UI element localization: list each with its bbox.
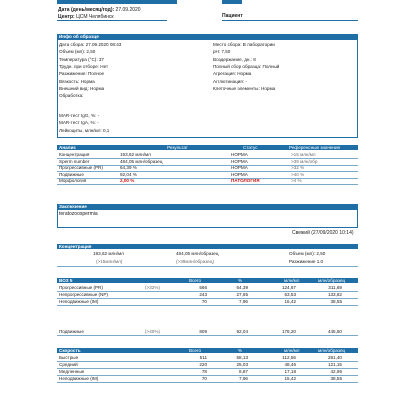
concentration-ref-2: (>39млн/образец) bbox=[176, 259, 214, 264]
speed-row-total: 220 bbox=[199, 362, 207, 367]
concentration-dilution: Разжижение 1.0 bbox=[289, 259, 324, 264]
header-date-value: 27.09.2020 bbox=[115, 7, 141, 13]
who-row-total: 70 bbox=[201, 298, 207, 304]
analysis-row-result: 2,00 % bbox=[120, 178, 135, 184]
conclusion-title: Заключение bbox=[59, 204, 87, 209]
sample-left-item: Внешний вид: Норма bbox=[59, 85, 105, 91]
header-patient-label: Пациент bbox=[222, 13, 243, 19]
analysis-row-name: Концентрация bbox=[59, 152, 90, 157]
who-motile-mlnobr: 445,50 bbox=[327, 329, 342, 334]
who-header-mlnml: млн/мл bbox=[284, 278, 300, 283]
sample-extra-item: MAR-тест IgG, %: - bbox=[59, 113, 100, 118]
who-header-mlnobr: млн/образец bbox=[318, 278, 346, 283]
header-top-bar bbox=[57, 0, 177, 4]
analysis-row-name: Sperm number bbox=[59, 158, 90, 164]
analysis-row-ref: >32 % bbox=[291, 165, 305, 171]
analysis-row-ref: >40 % bbox=[291, 171, 305, 177]
speed-row-divider bbox=[57, 361, 358, 362]
analysis-row-divider bbox=[57, 178, 358, 179]
who-row-name: Непрогрессивные (NP) bbox=[59, 291, 108, 297]
header-top-bar-right bbox=[222, 0, 242, 4]
sample-info-title: Инфо об образце bbox=[59, 34, 99, 39]
who-row-pct: 27,65 bbox=[236, 291, 248, 297]
speed-row-total: 70 bbox=[201, 376, 207, 381]
speed-row-divider bbox=[57, 382, 358, 383]
analysis-row-status: НОРМА bbox=[231, 165, 248, 171]
who-row-divider bbox=[57, 305, 358, 306]
speed-row-mlnobr: 38,55 bbox=[330, 376, 342, 381]
who-motile-total: 809 bbox=[199, 329, 207, 334]
speed-row-mlnobr: 121,15 bbox=[327, 362, 342, 367]
who-motile-divider bbox=[57, 335, 358, 336]
sample-left-item: Обработка: bbox=[59, 93, 84, 99]
speed-row-total: 511 bbox=[199, 355, 207, 360]
analysis-row-status: НОРМА bbox=[231, 171, 248, 177]
speed-row-pct: 8,87 bbox=[239, 369, 248, 374]
signature-text: Свежий (27/09/2020 10:14) bbox=[292, 230, 354, 236]
sample-left-item: Трудн. при отборе: Нет bbox=[59, 63, 109, 69]
speed-row-name: Средний bbox=[59, 362, 78, 367]
analysis-row-result: 92,04 % bbox=[120, 171, 137, 177]
who-row-pct: 7,96 bbox=[239, 298, 248, 304]
speed-row-divider bbox=[57, 375, 358, 376]
speed-row-mlnml: 48,46 bbox=[284, 362, 296, 367]
sample-left-item: Дата сбора: 27.09.2020 08:43 bbox=[59, 42, 122, 47]
who-motile-ref: (>40%) bbox=[145, 329, 160, 334]
sample-extra-item: Лейкоциты, млн/мл: 0,1 bbox=[59, 127, 110, 133]
who-row-name: Прогрессивные (PR) bbox=[59, 285, 103, 290]
sample-left-item: Объем (мл): 2,50 bbox=[59, 49, 96, 55]
speed-header-mlnml: млн/мл bbox=[284, 348, 300, 353]
who-row-pct: 64,39 bbox=[236, 285, 248, 290]
analysis-row-name: Морфология bbox=[59, 178, 87, 184]
analysis-row-name: Подвижные bbox=[59, 171, 84, 177]
analysis-header-ref: Референсные значения bbox=[289, 145, 340, 150]
speed-header-pct: % bbox=[238, 348, 243, 353]
analysis-header-name: Анализ bbox=[59, 145, 76, 150]
sample-right-item: Клеточные элементы: Норма bbox=[213, 85, 276, 91]
analysis-row-result: 64,39 % bbox=[120, 165, 137, 171]
analysis-row-ref: >4 % bbox=[291, 178, 302, 184]
speed-row-pct: 7,96 bbox=[239, 376, 248, 381]
sample-right-item: Полный сбор образца: Полный bbox=[213, 63, 280, 69]
sample-right-item: Агрегация: Норма bbox=[213, 71, 252, 77]
who-row-total: 566 bbox=[199, 285, 207, 290]
analysis-row-ref: >39 млн/обр bbox=[291, 158, 318, 164]
analysis-row-status: НОРМА bbox=[231, 152, 248, 157]
analysis-row-ref: >15 млн/мл bbox=[291, 152, 316, 157]
who-row-ref: (>32%) bbox=[145, 285, 160, 290]
speed-row-mlnobr: 42,95 bbox=[330, 369, 342, 374]
concentration-volume: Объем (мл): 2,50 bbox=[289, 251, 326, 256]
who-row-mlnobr: 311,69 bbox=[328, 285, 342, 290]
speed-header-total: Всего bbox=[189, 348, 202, 353]
who-bar bbox=[57, 278, 358, 283]
sample-extra-item: MAR-тест IgA, %: - bbox=[59, 120, 99, 126]
who-row-mlnml: 53,53 bbox=[284, 291, 296, 297]
who-row-mlnobr: 133,82 bbox=[327, 291, 342, 297]
sample-right-item: pH: 7,50 bbox=[213, 49, 231, 55]
analysis-row-divider bbox=[57, 184, 358, 185]
who-row-divider bbox=[57, 298, 358, 299]
sample-left-item: Вязкость: Норма bbox=[59, 78, 95, 84]
speed-row-pct: 25,03 bbox=[236, 362, 248, 367]
sample-left-item: Разжижение: Полное bbox=[59, 71, 105, 77]
header-date-label: Дата (день/месяц/год): bbox=[58, 7, 115, 13]
who-motile-mlnml: 178,20 bbox=[281, 329, 296, 334]
speed-row-mlnml: 17,18 bbox=[284, 369, 296, 374]
conclusion-text: teratozoospermia bbox=[59, 211, 98, 217]
header-rule bbox=[57, 20, 167, 21]
conclusion-box bbox=[57, 209, 358, 228]
analysis-header-result: Результат bbox=[167, 145, 188, 150]
who-header-total: Всего bbox=[189, 278, 202, 283]
speed-row-name: Медленные bbox=[59, 369, 85, 374]
speed-row-mlnml: 15,42 bbox=[284, 376, 296, 381]
who-row-name: Неподвижные (IM) bbox=[59, 298, 99, 304]
concentration-bar bbox=[57, 244, 358, 249]
analysis-header-status: Статус bbox=[243, 145, 258, 150]
sample-right-item: Место сбора: В лаборатории bbox=[213, 42, 275, 47]
sample-right-item: Воздержание, дн.: 8 bbox=[213, 56, 256, 62]
who-row-mlnobr: 38,55 bbox=[330, 298, 342, 304]
concentration-value-1: 193,62 млн/мл bbox=[93, 251, 124, 256]
analysis-row-status: НОРМА bbox=[231, 158, 248, 164]
header-center-label: Центр: bbox=[58, 14, 75, 20]
header-center-value: ЦСМ Челябинск bbox=[76, 14, 114, 20]
analysis-row-divider bbox=[57, 171, 358, 172]
sample-right-item: Агглютинация: - bbox=[213, 78, 247, 84]
speed-title: Скорость bbox=[59, 348, 81, 353]
who-motile-name: Подвижные bbox=[59, 329, 84, 334]
analysis-row-name: Прогрессивные (PR) bbox=[59, 165, 103, 171]
sample-left-item: Температура (°C): 37 bbox=[59, 56, 104, 62]
who-title: ВОЗ 5 bbox=[59, 278, 73, 283]
analysis-row-status: ПАТОЛОГИЯ bbox=[231, 178, 260, 184]
header-rule-right bbox=[222, 20, 358, 21]
concentration-ref-1: (>15млн/мл) bbox=[96, 259, 123, 264]
who-row-mlnml: 15,42 bbox=[284, 298, 296, 304]
speed-row-mlnml: 112,56 bbox=[282, 355, 296, 360]
who-motile-pct: 92,04 bbox=[236, 329, 248, 334]
concentration-divider bbox=[57, 266, 358, 267]
speed-row-divider bbox=[57, 368, 358, 369]
who-row-mlnml: 124,67 bbox=[281, 285, 296, 290]
speed-row-mlnobr: 281,40 bbox=[327, 355, 342, 360]
speed-row-name: Неподвижные (IM) bbox=[59, 376, 99, 381]
analysis-row-result: 193,62 млн/мл bbox=[120, 152, 151, 157]
speed-row-pct: 58,13 bbox=[236, 355, 248, 360]
concentration-title: Концентрация bbox=[59, 244, 92, 249]
concentration-value-2: 484,05 млн/образец bbox=[176, 251, 219, 256]
speed-header-mlnobr: млн/образец bbox=[318, 348, 346, 353]
analysis-bar bbox=[57, 145, 358, 150]
who-header-pct: % bbox=[238, 278, 243, 283]
analysis-row-result: 484,05 млн/образец bbox=[120, 158, 163, 164]
header-date bbox=[58, 7, 141, 13]
speed-row-total: 78 bbox=[201, 369, 207, 374]
speed-row-name: Быстрые bbox=[59, 355, 79, 360]
who-row-total: 243 bbox=[199, 291, 207, 297]
speed-bar bbox=[57, 348, 358, 353]
